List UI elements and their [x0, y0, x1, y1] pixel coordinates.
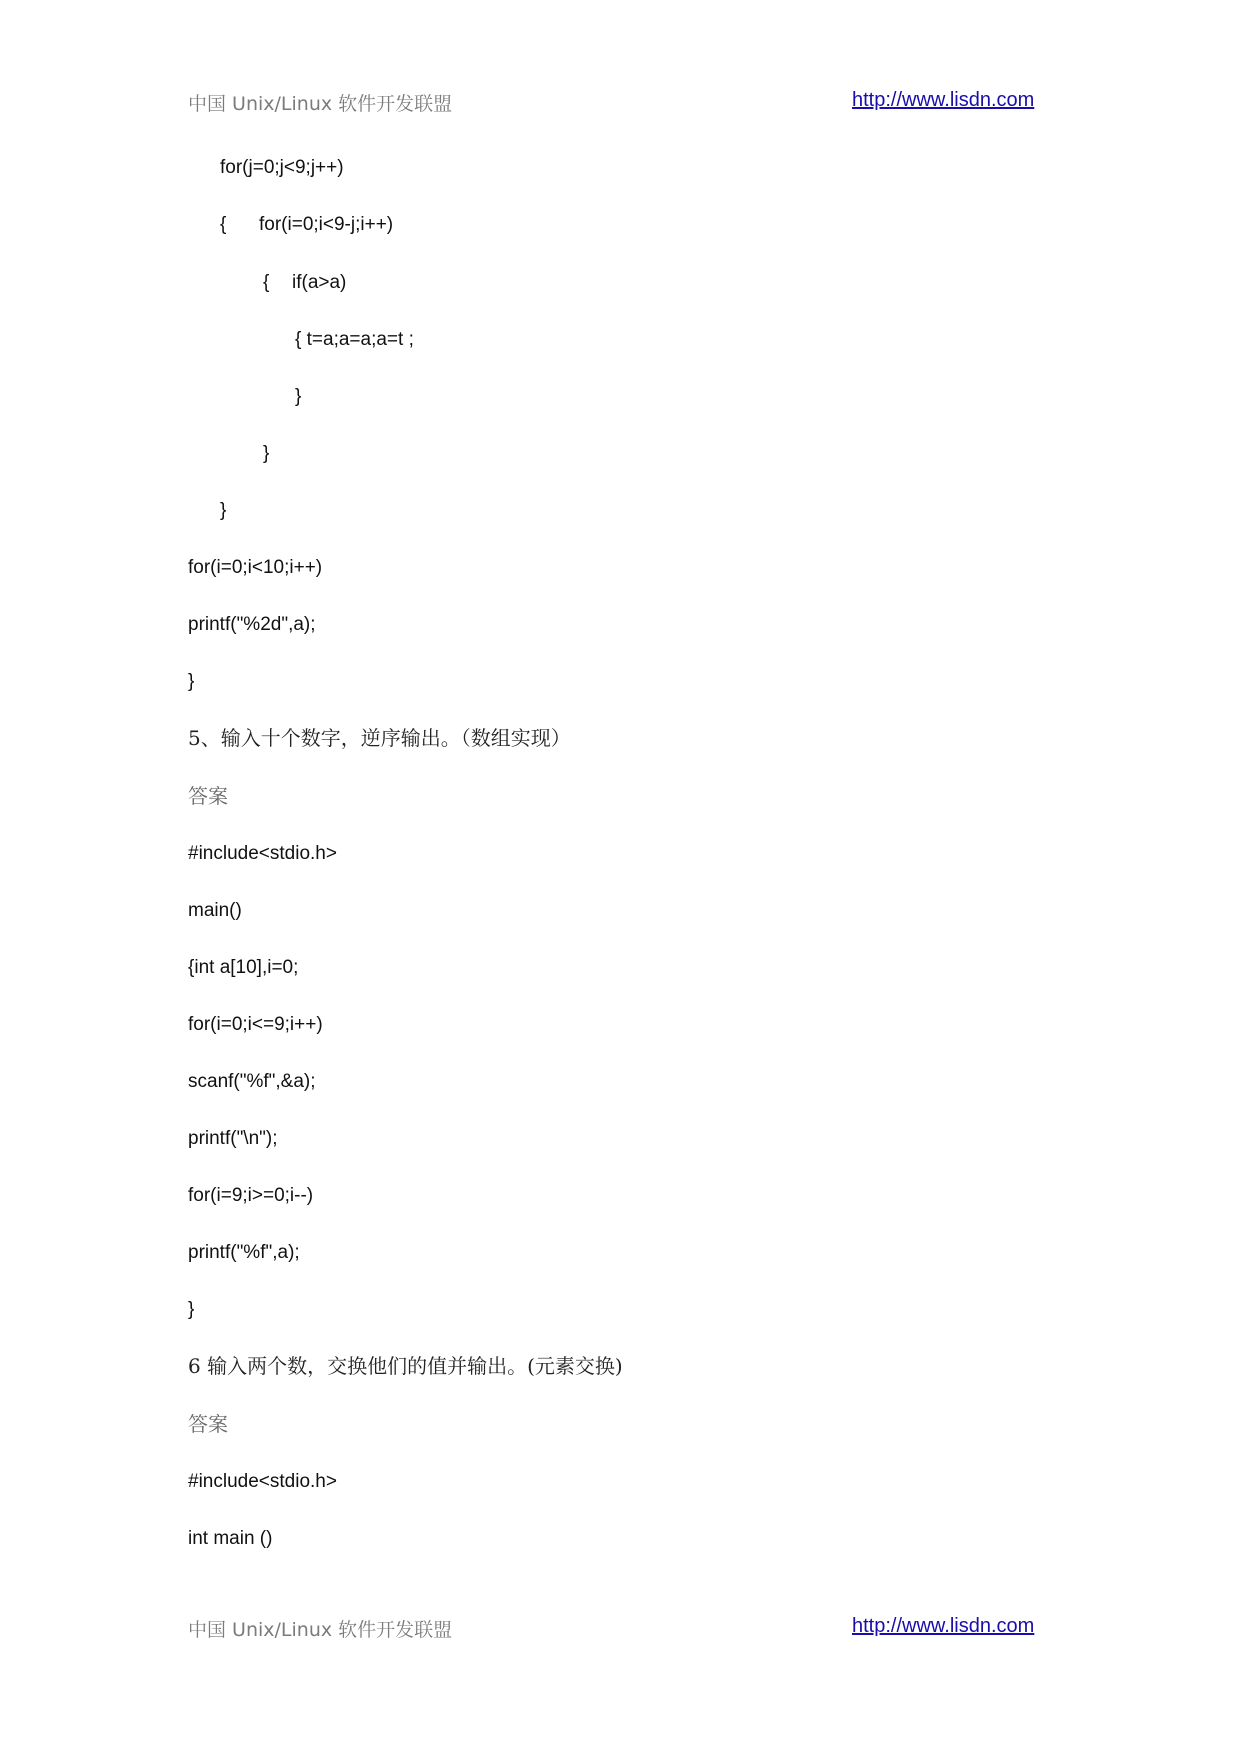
code-line: #include<stdio.h> [188, 843, 337, 864]
footer-site-link[interactable]: http://www.lisdn.com [852, 1615, 1035, 1637]
code-line: { t=a;a=a;a=t ; [295, 329, 414, 350]
code-line: scanf("%f",&a); [188, 1071, 316, 1092]
header-site-name: 中国 Unix/Linux 软件开发联盟 [188, 93, 453, 115]
code-line: { [263, 272, 270, 293]
code-line: {int a[10],i=0; [188, 957, 299, 978]
code-line: if(a>a) [292, 272, 347, 293]
code-line: printf("%2d",a); [188, 614, 316, 635]
code-line: for(i=9;i>=0;i--) [188, 1185, 314, 1206]
answer-label: 答案 [188, 784, 228, 808]
code-line: } [220, 500, 227, 521]
code-line: } [188, 1299, 195, 1320]
code-line: for(i=0;i<=9;i++) [188, 1014, 323, 1035]
code-line: for(j=0;j<9;j++) [220, 157, 344, 178]
code-line: main() [188, 900, 242, 921]
answer-label: 答案 [188, 1412, 228, 1436]
code-line: for(i=0;i<10;i++) [188, 557, 323, 578]
code-line: printf("%f",a); [188, 1242, 300, 1263]
question-5-heading: 5、输入十个数字，逆序输出。（数组实现） [188, 726, 571, 750]
code-line: } [295, 386, 302, 407]
code-line: #include<stdio.h> [188, 1471, 337, 1492]
footer-site-name: 中国 Unix/Linux 软件开发联盟 [188, 1619, 453, 1641]
question-6-heading: 6 输入两个数，交换他们的值并输出。(元素交换) [188, 1354, 623, 1378]
code-line: { [220, 214, 227, 235]
code-line: int main () [188, 1528, 273, 1549]
code-line: for(i=0;i<9-j;i++) [259, 214, 394, 235]
code-line: printf("\n"); [188, 1128, 278, 1149]
code-line: } [263, 443, 270, 464]
header-site-link[interactable]: http://www.lisdn.com [852, 89, 1035, 111]
code-line: } [188, 671, 195, 692]
